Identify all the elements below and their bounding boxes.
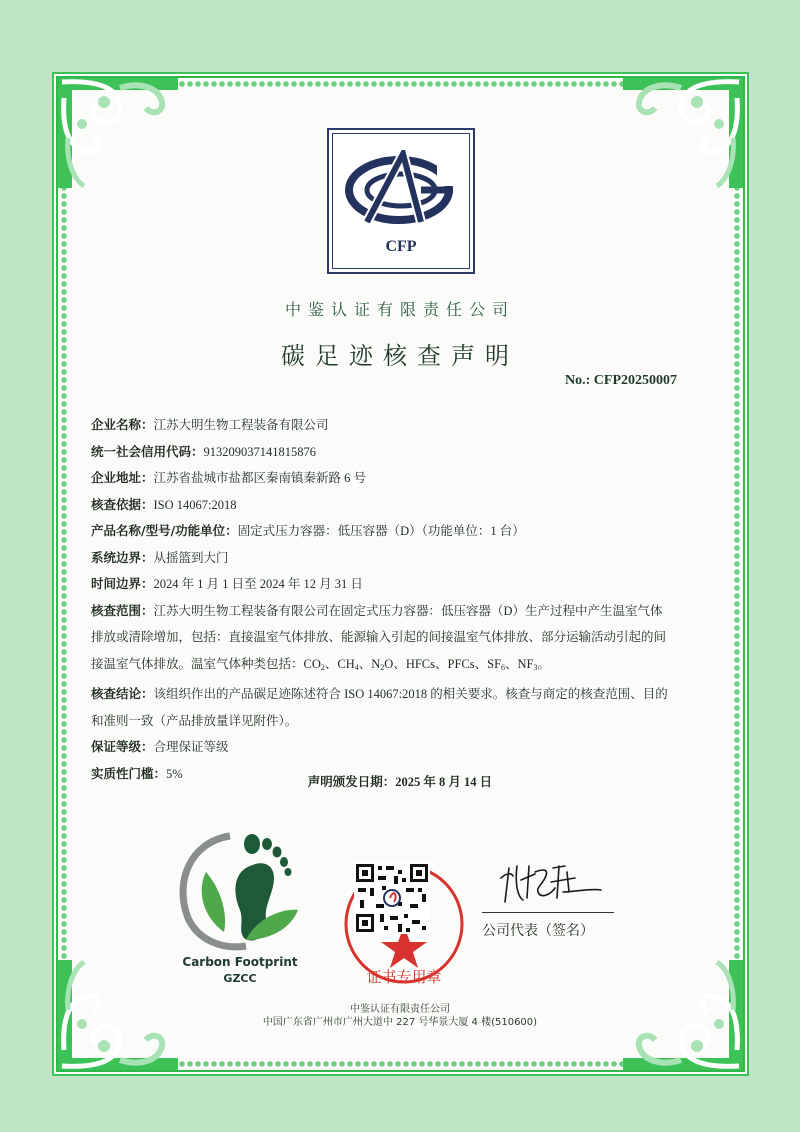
field-value: 2024 年 1 月 1 日至 2024 年 12 月 31 日: [153, 577, 363, 591]
field-scope-gases: 接温室气体排放。温室气体种类包括：$CO_2$、$CH_4$、$N_2O$、HFCs、PFCs、$SF_6$、$NF_3$。: [91, 656, 551, 672]
field-scope-continued: 排放或清除增加，包括：直接温室气体排放、能源输入引起的间接温室气体排放、部分运输活动引起的间: [91, 630, 667, 644]
gases-prefix: 接温室气体排放。温室气体种类包括：: [91, 656, 304, 671]
cfp-logo-caption: CFP: [385, 238, 417, 255]
field-label: 时间边界：: [91, 576, 154, 591]
field-scope: [91, 598, 721, 625]
field-conclusion-continued: 和准则一致（产品排放量详见附件）。: [91, 713, 298, 728]
field-value: 江苏大明生物工程装备有限公司在固定式压力容器：低压容器（D）生产过程中产生温室气体: [153, 603, 663, 618]
field-label: 核查依据：: [91, 496, 154, 512]
field-label: 保证等级：: [91, 739, 154, 754]
cfp-logo: [327, 128, 475, 274]
border-lace-right: [733, 80, 741, 1068]
signature-icon: [495, 858, 605, 908]
field-value: 该组织作出的产品碳足迹陈述符合 ISO 14067:2018 的相关要求。核查与商定的核查范围、目的: [153, 687, 668, 701]
field-value: 江苏大明生物工程装备有限公司: [153, 418, 329, 432]
field-conclusion: [91, 681, 721, 708]
border-lace-left: [60, 80, 68, 1068]
field-value: 合理保证等级: [153, 740, 229, 754]
signature-line: [482, 912, 614, 913]
field-label: 核查范围：: [91, 602, 154, 618]
certificate-fields: [91, 412, 721, 787]
field-value: 江苏省盐城市盐都区秦南镇秦新路 6 号: [153, 471, 367, 485]
footer-company: 中鉴认证有限责任公司: [350, 1004, 450, 1015]
certificate-number: [565, 373, 677, 389]
cag-emblem-icon: [343, 150, 459, 230]
seal-bottom-text: 证书专用章: [366, 968, 442, 986]
field-value: 913209037141815876: [203, 444, 317, 459]
field-value: 固定式压力容器：低压容器（D）（功能单位：1 台）: [237, 524, 525, 538]
field-value: 从摇篮到大门: [153, 550, 229, 565]
field-label: 核查结论：: [91, 686, 154, 701]
corner-ornament-icon: [58, 78, 178, 188]
field-label: 系统边界：: [91, 549, 154, 565]
field-address: [91, 465, 721, 492]
document-title: 碳足迹核查声明: [281, 342, 519, 370]
carbon-footprint-subtitle: GZCC: [223, 972, 257, 985]
issue-date: 声明颁发日期：2025 年 8 月 14 日: [307, 775, 493, 789]
field-value: 5%: [166, 766, 183, 781]
issuer-name: 中鉴认证有限责任公司: [284, 300, 515, 319]
field-credit-code: [91, 439, 721, 466]
field-label: 企业名称：: [91, 417, 154, 432]
carbon-footprint-title: Carbon Footprint: [182, 955, 298, 969]
field-label: 统一社会信用代码：: [91, 443, 204, 459]
field-standard: [91, 492, 721, 519]
footer-address: 中国广东省广州市广州大道中 227 号华景大厦 4 楼(510600): [262, 1017, 538, 1028]
qr-code-icon[interactable]: [354, 862, 430, 934]
field-value: ISO 14067:2018: [153, 497, 237, 512]
carbon-footprint-logo-icon: [170, 822, 310, 952]
field-assurance-level: [91, 734, 721, 761]
field-label: 产品名称/型号/功能单位：: [91, 523, 238, 538]
certificate-number-label: No.:: [565, 373, 591, 388]
signature-caption: 公司代表（签名）: [482, 923, 594, 939]
field-label: 实质性门槛：: [91, 765, 167, 781]
field-time-boundary: [91, 571, 721, 598]
certificate-number-value: CFP20250007: [593, 373, 677, 388]
field-product: [91, 518, 721, 545]
corner-ornament-icon: [623, 78, 743, 188]
field-system-boundary: [91, 545, 721, 572]
field-company-name: [91, 412, 721, 439]
field-label: 企业地址：: [91, 470, 154, 485]
